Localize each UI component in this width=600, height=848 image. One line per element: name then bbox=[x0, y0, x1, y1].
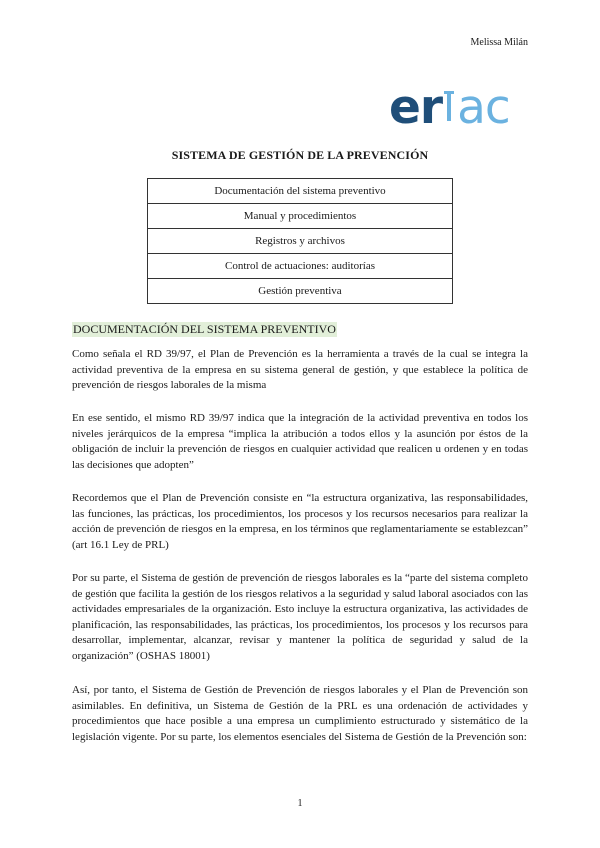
paragraph-5: Así, por tanto, el Sistema de Gestión de Prevención de riesgos laborales y el Plan de Prevención son asimilables. En definitiva, un Sistema de Gestión de la PRL es una ordenación de actividades y procedimientos que hace posible a una empresa un cumplimiento estructurado y sistemático de la legislación vigente. Por su parte, los elementos esenciales del Sistema de Gestión de la Prevención son: bbox=[72, 684, 528, 743]
paragraph-3: Recordemos que el Plan de Prevención consiste en “la estructura organizativa, las responsabilidades, las funciones, las prácticas, los procedimientos, los procesos y los recursos necesarios para realizar la acción de prevención de riesgos en la empresa, en los términos que reglamentariamente se establezcan” (art 16.1 Ley de PRL) bbox=[72, 492, 528, 551]
erlac-logo bbox=[389, 80, 510, 135]
table-cell: Registros y archivos bbox=[148, 229, 453, 254]
page-number: 1 bbox=[297, 798, 303, 809]
table-row bbox=[148, 254, 453, 279]
table-row bbox=[148, 204, 453, 229]
paragraph-4: Por su parte, el Sistema de gestión de prevención de riesgos laborales es la “parte del sistema completo de gestión que facilita la gestión de los riesgos relativos a la seguridad y salud laboral asociados con las actividades empresariales de la organización. Esto incluye la estructura organizativa, las actividades de planificación, las responsabilidades, las prácticas, los procedimientos, los procesos y los recursos para desarrollar, implementar, alcanzar, revisar y mantener la política de seguridad y salud de la organización” (OSHAS 18001) bbox=[72, 572, 528, 662]
table-row bbox=[148, 179, 453, 204]
section-heading: DOCUMENTACIÓN DEL SISTEMA PREVENTIVO bbox=[73, 322, 336, 336]
table-cell: Control de actuaciones: auditorías bbox=[148, 254, 453, 279]
header-author: Melissa Milán bbox=[470, 37, 528, 48]
logo-mark-icon bbox=[443, 87, 455, 125]
paragraph-2: En ese sentido, el mismo RD 39/97 indica que la integración de la actividad preventiva en todos los niveles jerárquicos de la empresa “implica la atribución a todos ellos y la asunción por éstos de la obligación de incluir la prevención de riesgos en cualquier actividad que realicen u ordenen y en todas las decisiones que adopten” bbox=[72, 412, 528, 471]
table-cell: Manual y procedimientos bbox=[148, 204, 453, 229]
document-title: SISTEMA DE GESTIÓN DE LA PREVENCIÓN bbox=[171, 148, 429, 162]
table-cell: Gestión preventiva bbox=[148, 279, 453, 304]
table-cell: Documentación del sistema preventivo bbox=[148, 179, 453, 204]
logo-text-ac: ac bbox=[457, 80, 510, 135]
summary-table bbox=[147, 178, 453, 304]
paragraph-1: Como señala el RD 39/97, el Plan de Prevención es la herramienta a través de la cual se integra la actividad preventiva de la empresa en su sistema general de gestión, y que establece la política de prevención de riesgos laborales de la misma bbox=[72, 348, 528, 391]
table-row bbox=[148, 279, 453, 304]
table-row bbox=[148, 229, 453, 254]
logo-text-er: er bbox=[389, 80, 443, 135]
